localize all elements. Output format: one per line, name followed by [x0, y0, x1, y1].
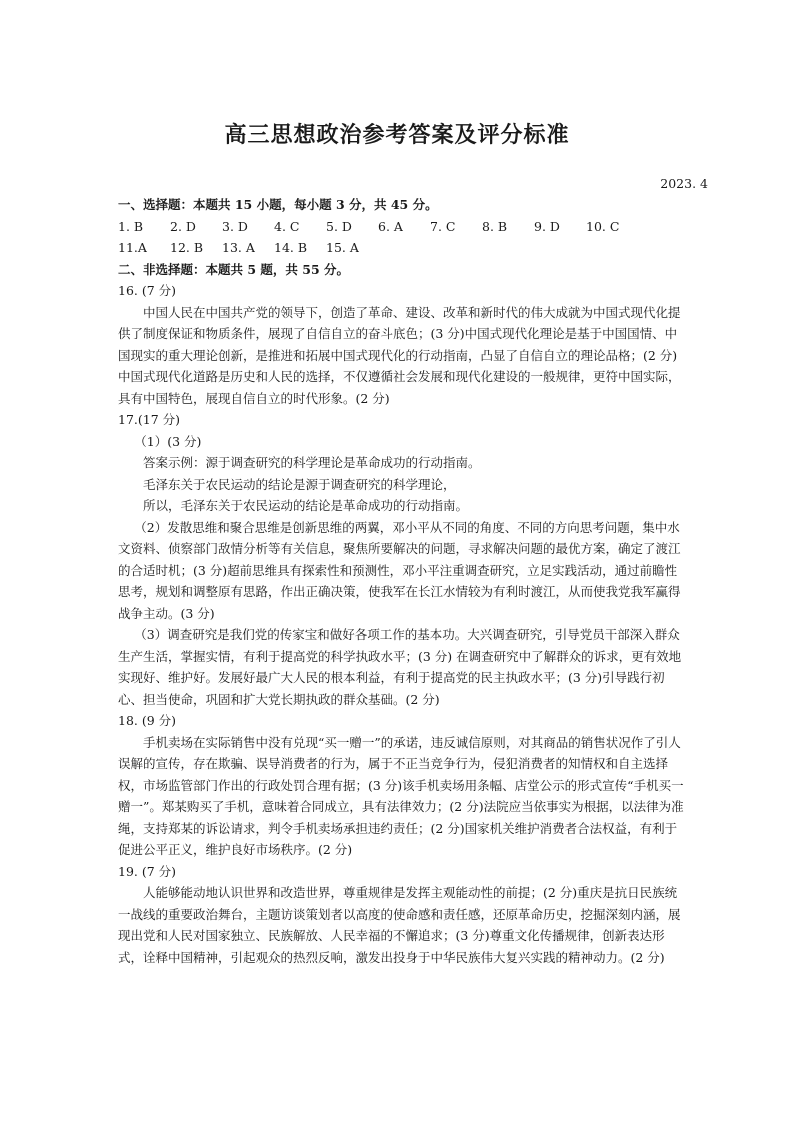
answer-item: 5. D	[326, 218, 352, 234]
q17-part1-heading: （1）(3 分)	[134, 433, 202, 449]
answer-item: 2. D	[170, 218, 196, 234]
answer-item: 7. C	[430, 218, 456, 234]
answer-item: 13. A	[222, 240, 255, 255]
q17-heading: 17.(17 分)	[118, 412, 181, 427]
page-title: 高三思想政治参考答案及评分标准	[224, 122, 570, 148]
document-date: 2023. 4	[660, 176, 708, 191]
q19-heading: 19. (7 分)	[118, 863, 177, 879]
q17-part1-line2: 毛泽东关于农民运动的结论是源于调查研究的科学理论，	[143, 476, 456, 492]
answer-item: 3. D	[222, 218, 248, 234]
q16-answer: 中国人民在中国共产党的领导下，创造了革命、建设、改革和新时代的伟大成就为中国式现代化提供了制度保证和物质条件，展现了自信自立的奋斗底色；(3 分)中国式现代化理论是基于中国国情、中国现实的重大理论创新，是推进和拓展中国式现代化的行动指南，凸显了自信自立的理论品格；(2 分)中国式现代化道路是历史和人民的选择，不仅遵循社会发展和现代化建设的一般规律，更符中国实际，具有中国特色，展现自信自立的时代形象。(2 分)	[118, 304, 681, 406]
q18-heading: 18. (9 分)	[118, 713, 177, 728]
answer-row-1	[118, 216, 686, 238]
answer-item: 15. A	[326, 240, 359, 255]
answer-item: 4. C	[274, 218, 300, 234]
q17-part1-line3: 所以，毛泽东关于农民运动的结论是革命成功的行动指南。	[143, 498, 469, 513]
answer-row-2	[118, 237, 686, 259]
answer-item: 11.A	[118, 240, 147, 255]
answer-item: 8. B	[482, 218, 508, 234]
answer-item: 6. A	[378, 218, 403, 234]
answer-item: 1. B	[118, 218, 144, 234]
answer-item: 9. D	[534, 218, 560, 234]
q17-part1-line1: 答案示例：源于调查研究的科学理论是革命成功的行动指南。	[143, 455, 481, 470]
answer-item: 12. B	[170, 240, 204, 255]
section2-heading: 二、非选择题：本题共 5 题，共 55 分。	[118, 261, 350, 277]
answer-item: 10. C	[586, 218, 620, 234]
document-body	[118, 194, 686, 968]
section1-heading: 一、选择题：本题共 15 小题，每小题 3 分，共 45 分。	[118, 197, 438, 212]
q19-answer: 人能够能动地认识世界和改造世界，尊重规律是发挥主观能动性的前提；(2 分)重庆是抗日民族统一战线的重要政治舞台，主题访谈策划者以高度的使命感和责任感，还原革命历史，挖掘深刻内涵，展现出党和人民对国家独立、民族解放、人民幸福的不懈追求；(3 分)尊重文化传播规律，创新表达形式，诠释中国精神，引起观众的热烈反响，激发出投身于中华民族伟大复兴实践的精神动力。(2 分)	[118, 885, 681, 965]
answer-item: 14. B	[274, 240, 308, 255]
q17-part3-answer: （3）调查研究是我们党的传家宝和做好各项工作的基本功。大兴调查研究，引导党员干部深入群众生产生活，掌握实情，有利于提高党的科学执政水平；(3 分) 在调查研究中了解群众的诉求，更有效地实现好、维护好。发展好最广大人民的根本利益，有利于提高党的民主执政水平；(3 分)引导践行初心、担当使命，巩固和扩大党长期执政的群众基础。(2 分)	[118, 627, 682, 707]
q18-answer: 手机卖场在实际销售中没有兑现“买一赠一”的承诺，违反诚信原则，对其商品的销售状况作了引人误解的宣传，存在欺骗、误导消费者的行为，属于不正当竞争行为，侵犯消费者的知情权和自主选择权，市场监管部门作出的行政处罚合理有据；(3 分)该手机卖场用条幅、店堂公示的形式宣传“手机买一赠一”。郑某购买了手机，意味着合同成立，具有法律效力；(2 分)法院应当依事实为根据，以法律为准绳，支持郑某的诉讼请求，判令手机卖场承担违约责任；(2 分)国家机关维护消费者合法权益，有利于促进公平正义，维护良好市场秩序。(2 分)	[118, 734, 684, 857]
q17-part2-answer: （2）发散思维和聚合思维是创新思维的两翼，邓小平从不同的角度、不同的方向思考问题，集中水文资料、侦察部门敌情分析等有关信息，聚焦所要解决的问题，寻求解决问题的最优方案，确定了渡江的合适时机；(3 分)超前思维具有探索性和预测性，邓小平注重调查研究，立足实践活动，通过前瞻性思考，规划和调整原有思路，作出正确决策，使我军在长江水情较为有利时渡江，从而使我党我军赢得战争主动。(3 分)	[118, 519, 681, 621]
q16-heading: 16. (7 分)	[118, 283, 177, 298]
